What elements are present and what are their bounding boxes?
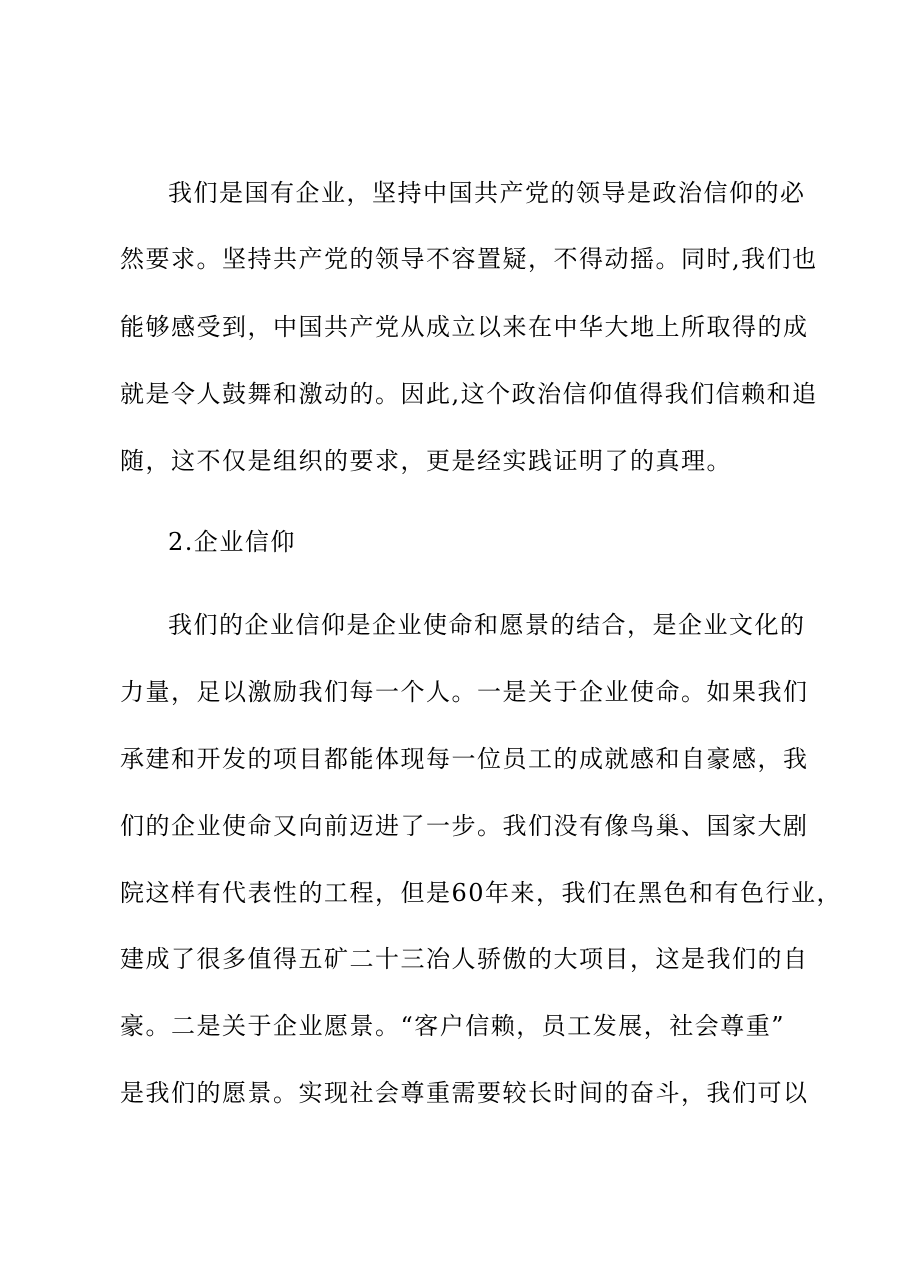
- paragraph-1-line-3: 能够感受到，中国共产党从成立以来在中华大地上所取得的成: [120, 313, 809, 341]
- paragraph-2-line-7: 豪。二是关于企业愿景。“客户信赖，员工发展，社会尊重”: [120, 1012, 786, 1040]
- paragraph-2-line-3: 承建和开发的项目都能体现每一位员工的成就感和自豪感，我: [120, 745, 809, 773]
- paragraph-2-line-8: 是我们的愿景。实现社会尊重需要较长时间的奋斗，我们可以: [120, 1079, 809, 1107]
- paragraph-1-line-1: 我们是国有企业，坚持中国共产党的领导是政治信仰的必: [168, 179, 806, 207]
- paragraph-1-line-5: 随，这不仅是组织的要求，更是经实践证明了的真理。: [120, 447, 732, 475]
- paragraph-2-line-2: 力量，足以激励我们每一个人。一是关于企业使命。如果我们: [120, 678, 809, 706]
- paragraph-1-line-2: 然要求。坚持共产党的领导不容置疑，不得动摇。同时,我们也: [120, 245, 818, 273]
- section-heading: 2.企业信仰: [168, 528, 296, 556]
- paragraph-2-line-6: 建成了很多值得五矿二十三冶人骄傲的大项目，这是我们的自: [120, 945, 809, 973]
- paragraph-2-line-5: 院这样有代表性的工程，但是60年来，我们在黑色和有色行业，: [120, 879, 843, 907]
- paragraph-2-line-4: 们的企业使命又向前迈进了一步。我们没有像鸟巢、国家大剧: [120, 812, 809, 840]
- paragraph-1-line-4: 就是令人鼓舞和激动的。因此,这个政治信仰值得我们信赖和追: [120, 380, 818, 408]
- paragraph-2-line-1: 我们的企业信仰是企业使命和愿景的结合，是企业文化的: [168, 611, 806, 639]
